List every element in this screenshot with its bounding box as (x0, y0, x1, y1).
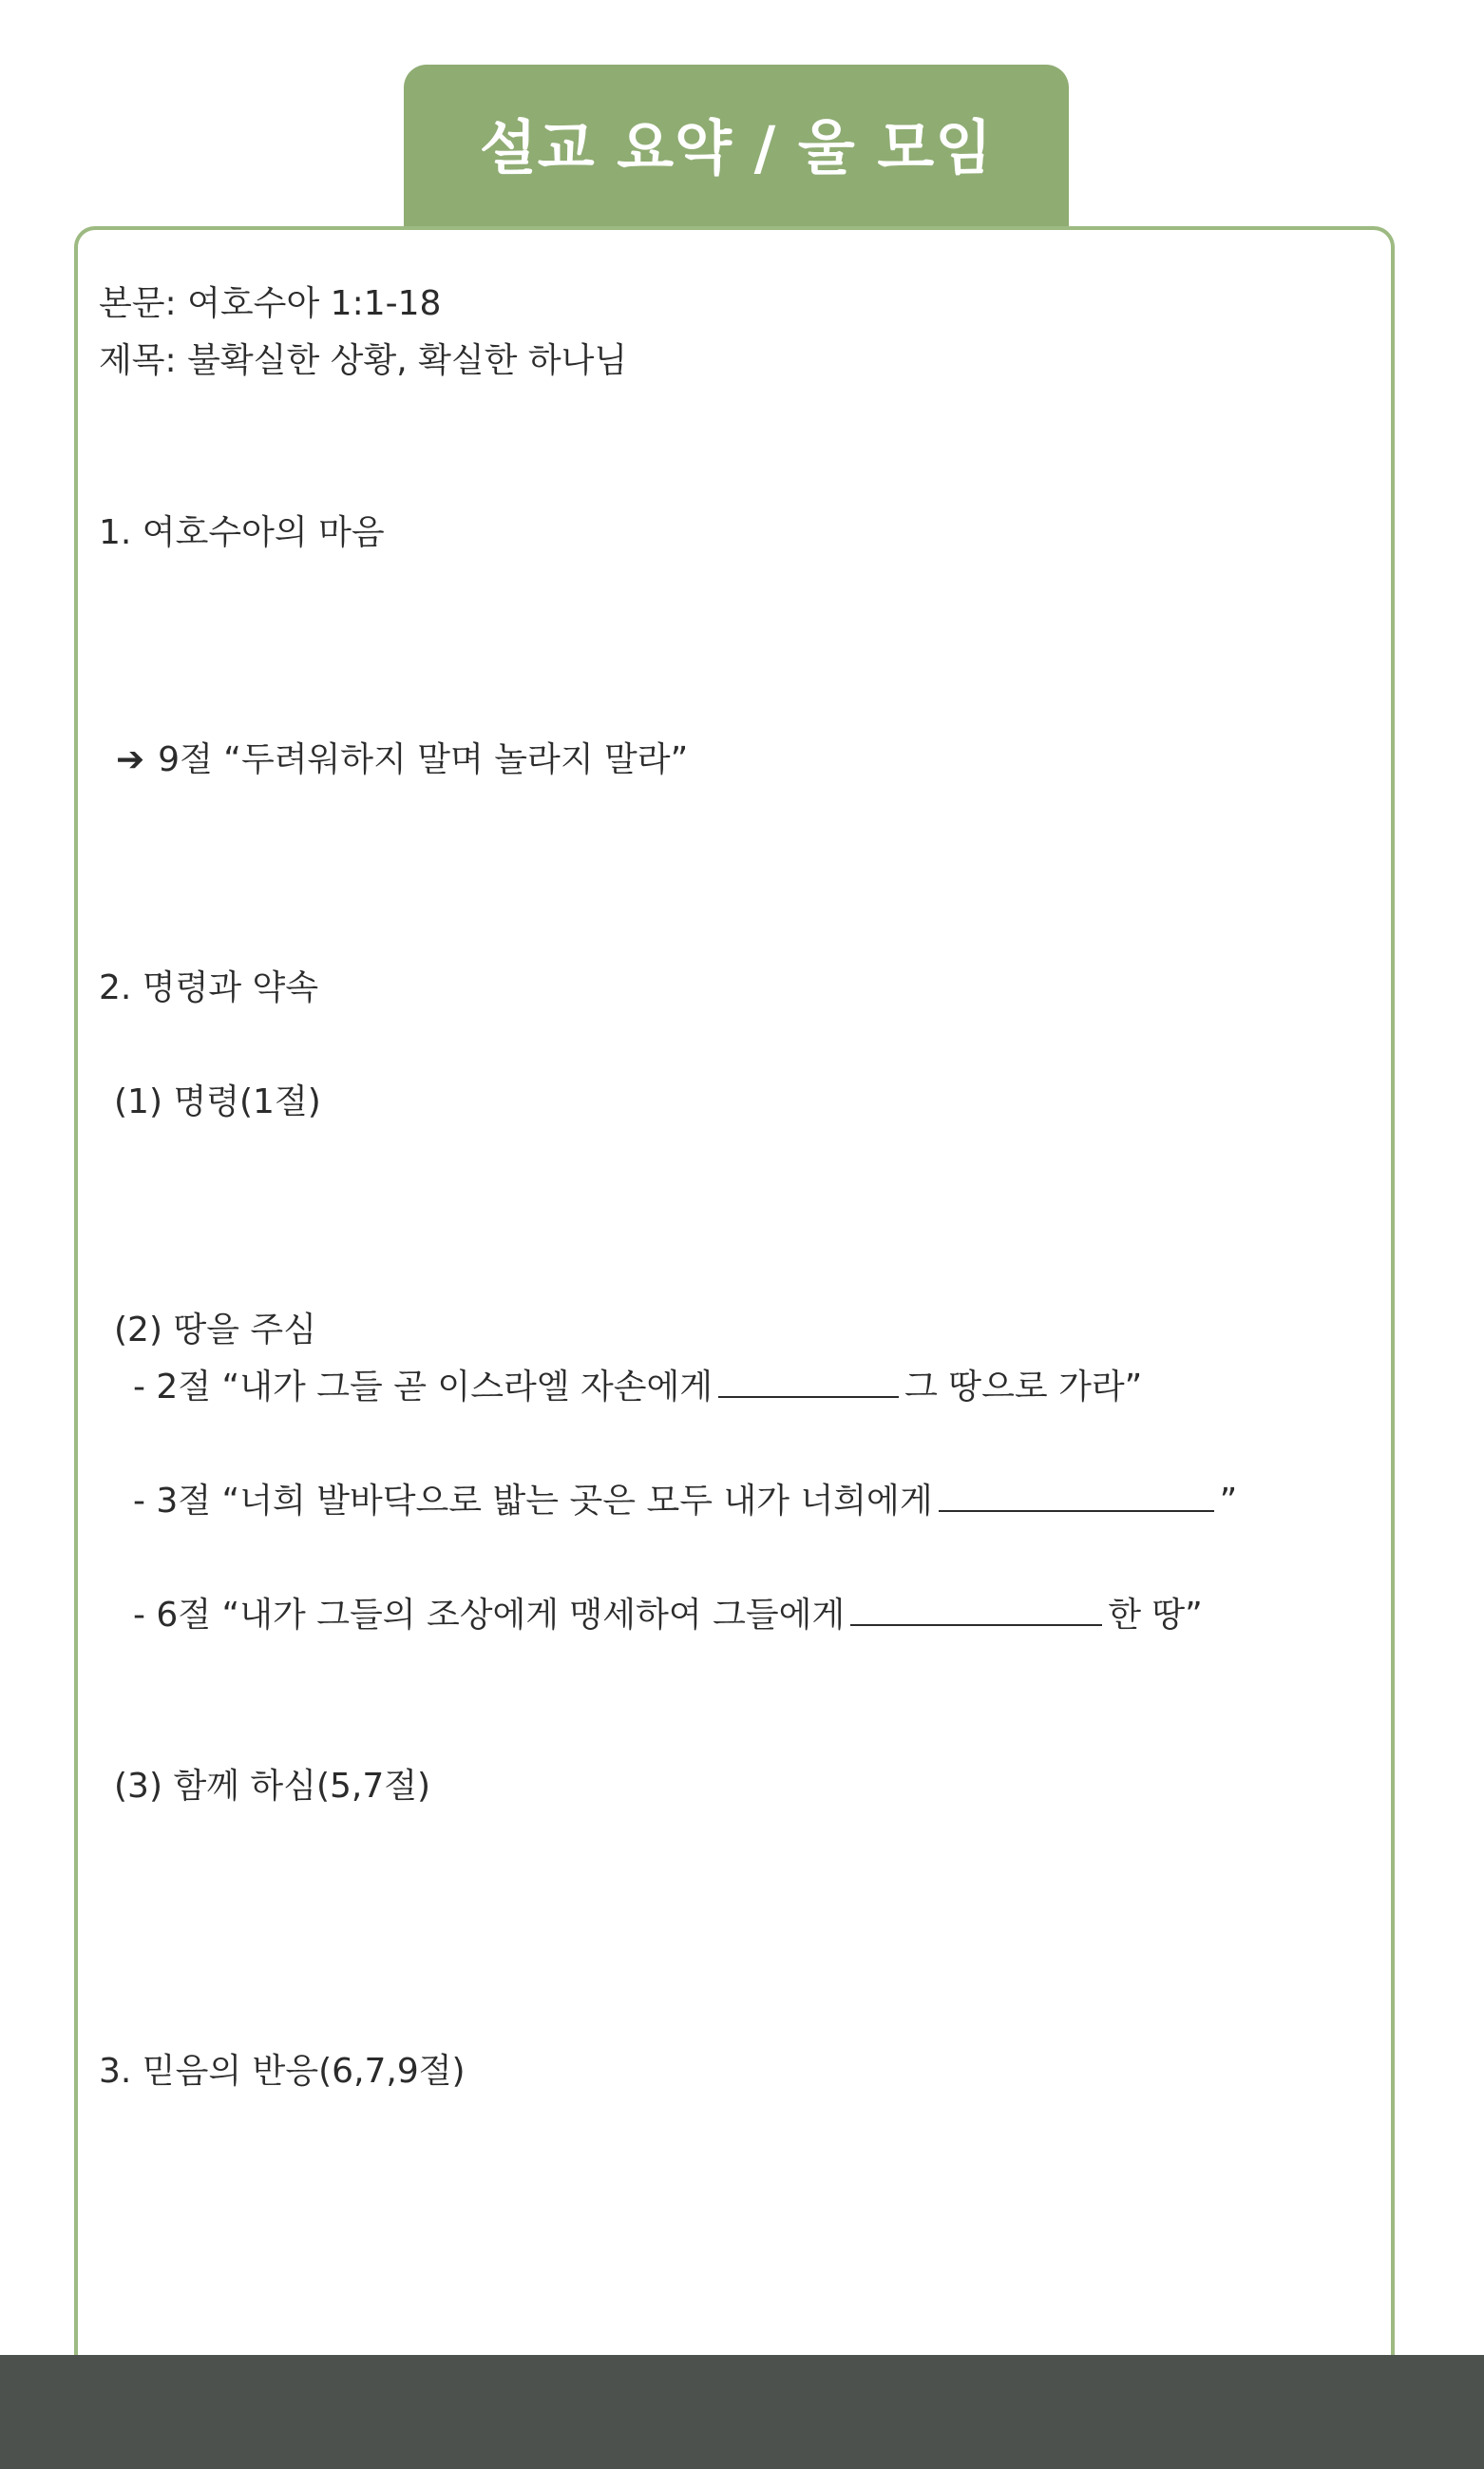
arrow-right-icon: ➔ (116, 740, 145, 779)
verse-9-note (116, 737, 688, 783)
header-tab (404, 65, 1069, 226)
page-title: 설교 요약 / 울 모임 (479, 112, 994, 182)
verse-2-end: 그 땅으로 가라” (904, 1368, 1143, 1407)
verse-3-end: ” (1219, 1482, 1238, 1521)
footer-bar (0, 2355, 1484, 2469)
verse-2-text: - 2절 “내가 그들 곧 이스라엘 자손에게 (133, 1368, 713, 1407)
verse-6-line (133, 1593, 1203, 1638)
verse-2-line (133, 1365, 1142, 1410)
sermon-title-line: 제목: 불확실한 상황, 확실한 하나님 (99, 341, 628, 380)
verse-6-end: 한 땅” (1108, 1596, 1203, 1635)
verse-3-text: - 3절 “너희 발바닥으로 밟는 곳은 모두 내가 너희에게 (133, 1482, 933, 1521)
section-2-heading: 2. 명령과 약속 (99, 968, 319, 1007)
verse-6-text: - 6절 “내가 그들의 조상에게 맹세하여 그들에게 (133, 1596, 846, 1635)
subsection-command: (1) 명령(1절) (114, 1082, 321, 1121)
subsection-land: (2) 땅을 주심 (114, 1311, 316, 1349)
verse-6-blank[interactable] (850, 1596, 1102, 1626)
verse-3-line (133, 1479, 1237, 1524)
subsection-presence: (3) 함께 하심(5,7절) (114, 1767, 431, 1806)
section-1-heading: 1. 여호수아의 마음 (99, 513, 385, 552)
verse-9-text: 9절 “두려워하지 말며 놀라지 말라” (158, 740, 689, 779)
verse-2-blank[interactable] (718, 1368, 899, 1398)
section-3-heading: 3. 믿음의 반응(6,7,9절) (99, 2052, 466, 2091)
passage-line: 본문: 여호수아 1:1-18 (99, 284, 442, 323)
verse-3-blank[interactable] (939, 1482, 1214, 1512)
